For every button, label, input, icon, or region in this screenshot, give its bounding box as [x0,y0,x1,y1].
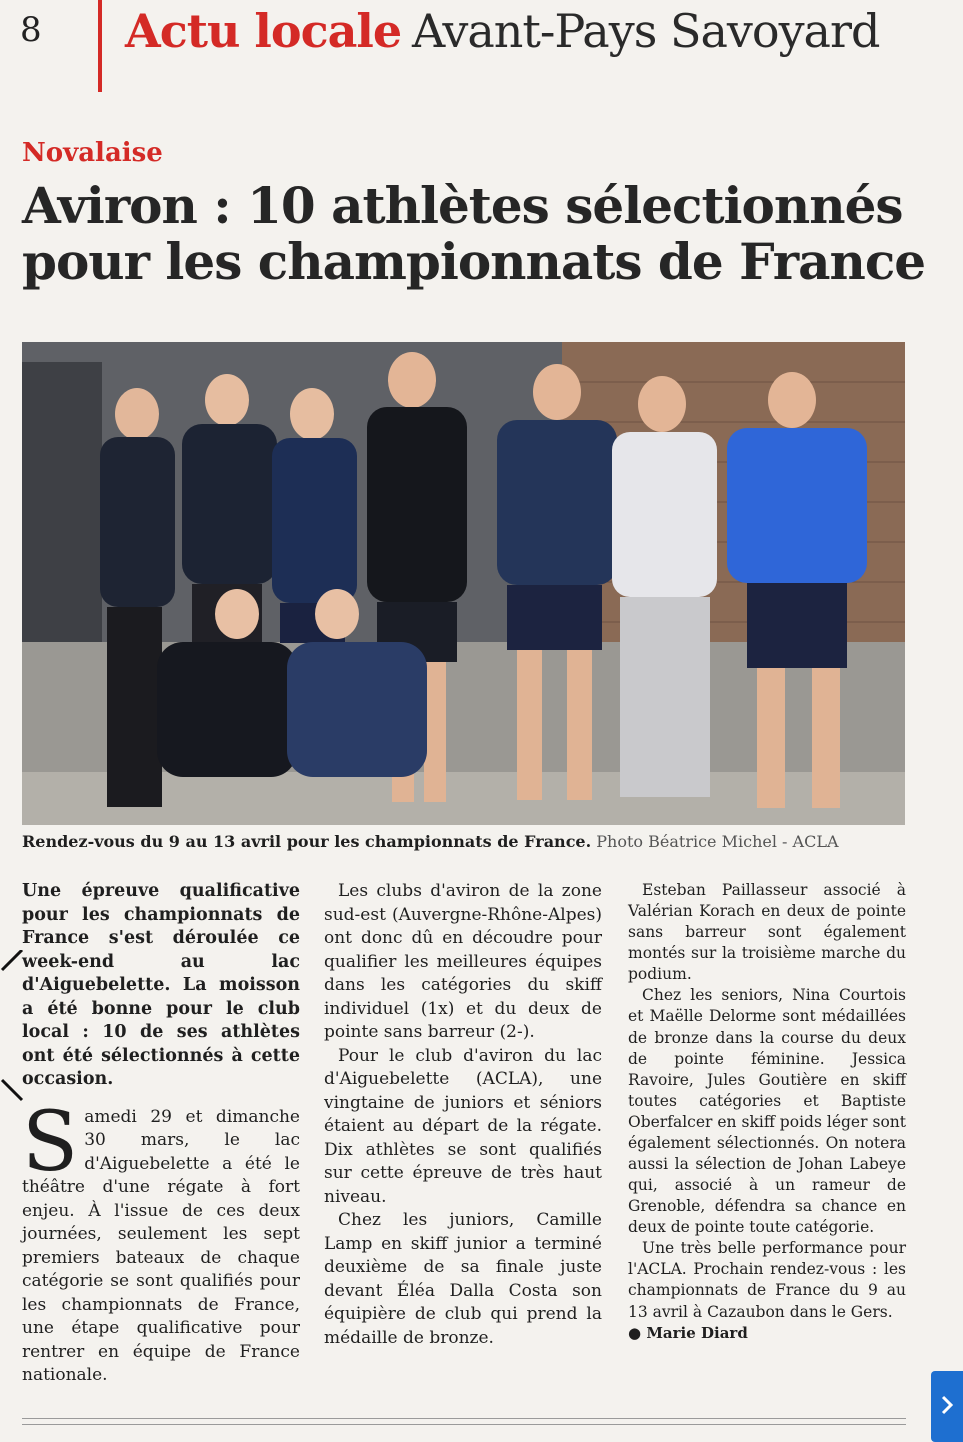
chevron-right-icon [940,1395,954,1415]
drop-cap: S [22,1094,79,1190]
article-column-3 [628,880,906,1344]
header-divider [98,0,102,92]
article-byline [628,1323,906,1344]
article-column-1 [22,880,300,1388]
section-title: Actu locale [125,4,402,58]
article-paragraph: Les clubs d'aviron de la zone sud-est (Auvergne-Rhône-Alpes) ont donc dû en découdre pour qualifier les meilleures équipes dans les catégories du skiff individuel (1x) et du deux de pointe sans barreur (2-). [324,881,602,1042]
byline-author: Marie Diard [646,1323,748,1342]
bullet-icon: ● [628,1323,647,1342]
footer-rule [22,1418,906,1419]
article-paragraph: Esteban Paillasseur associé à Valérian Korach en deux de pointe sans barreur sont également montés sur la troisième marche du podium. [628,881,906,984]
caption-text: Rendez-vous du 9 au 13 avril pour les championnats de France. [22,832,592,851]
article-paragraph: Une très belle performance pour l'ACLA. Prochain rendez-vous : les championnats de France du 9 au 13 avril à Cazaubon dans le Gers. [628,1239,906,1321]
photo-caption [22,832,922,851]
page-number: 8 [20,10,42,50]
article-paragraph: Pour le club d'aviron du lac d'Aiguebelette (ACLA), une vingtaine de juniors et séniors étaient au départ de la régate. Dix athlètes se sont qualifiés sur cette épreuve de très haut niveau. [324,1045,602,1207]
next-page-button[interactable] [931,1371,963,1442]
footer-rule [22,1424,906,1425]
bracket-icon [0,950,30,1105]
region-title: Avant-Pays Savoyard [412,4,880,58]
article-paragraph: Chez les juniors, Camille Lamp en skiff junior a terminé deuxième de sa finale juste devant Éléa Dalla Costa son équipière de club qui prend la médaille de bronze. [324,1210,602,1348]
article-kicker: Novalaise [22,138,163,168]
team-photo [22,342,905,825]
article-headline: Aviron : 10 athlètes sélectionnés pour les championnats de France [22,176,926,291]
article-paragraph [22,1094,300,1388]
page-header [0,0,963,95]
article-lead: Une épreuve qualificative pour les championnats de France s'est déroulée ce week-end au lac d'Aiguebelette. La moisson a été bonne pour le club local : 10 de ses athlètes ont été sélectionnés à cette occasion. [22,881,300,1089]
photo-credit: Photo Béatrice Michel - ACLA [596,832,839,851]
paragraph-text: amedi 29 et dimanche 30 mars, le lac d'Aiguebelette a été le théâtre d'une régate à fort enjeu. À l'issue de ces deux journées, seulement les sept premiers bateaux de chaque catégorie se sont qualifiés pour les championnats de France, une étape qualificative pour rentrer en équipe de France nationale. [22,1106,300,1385]
article-paragraph: Chez les seniors, Nina Courtois et Maëlle Delorme sont médaillées de bronze dans la course du deux de pointe féminine. Jessica Ravoire, Jules Goutière en skiff toutes catégories et Baptiste Oberfalcer en skiff poids léger sont également sélectionnés. On notera aussi la sélection de Johan Labeye qui, associé à un rameur de Grenoble, défendra sa chance en deux de pointe toute catégorie. [628,986,906,1237]
article-column-2 [324,880,602,1350]
